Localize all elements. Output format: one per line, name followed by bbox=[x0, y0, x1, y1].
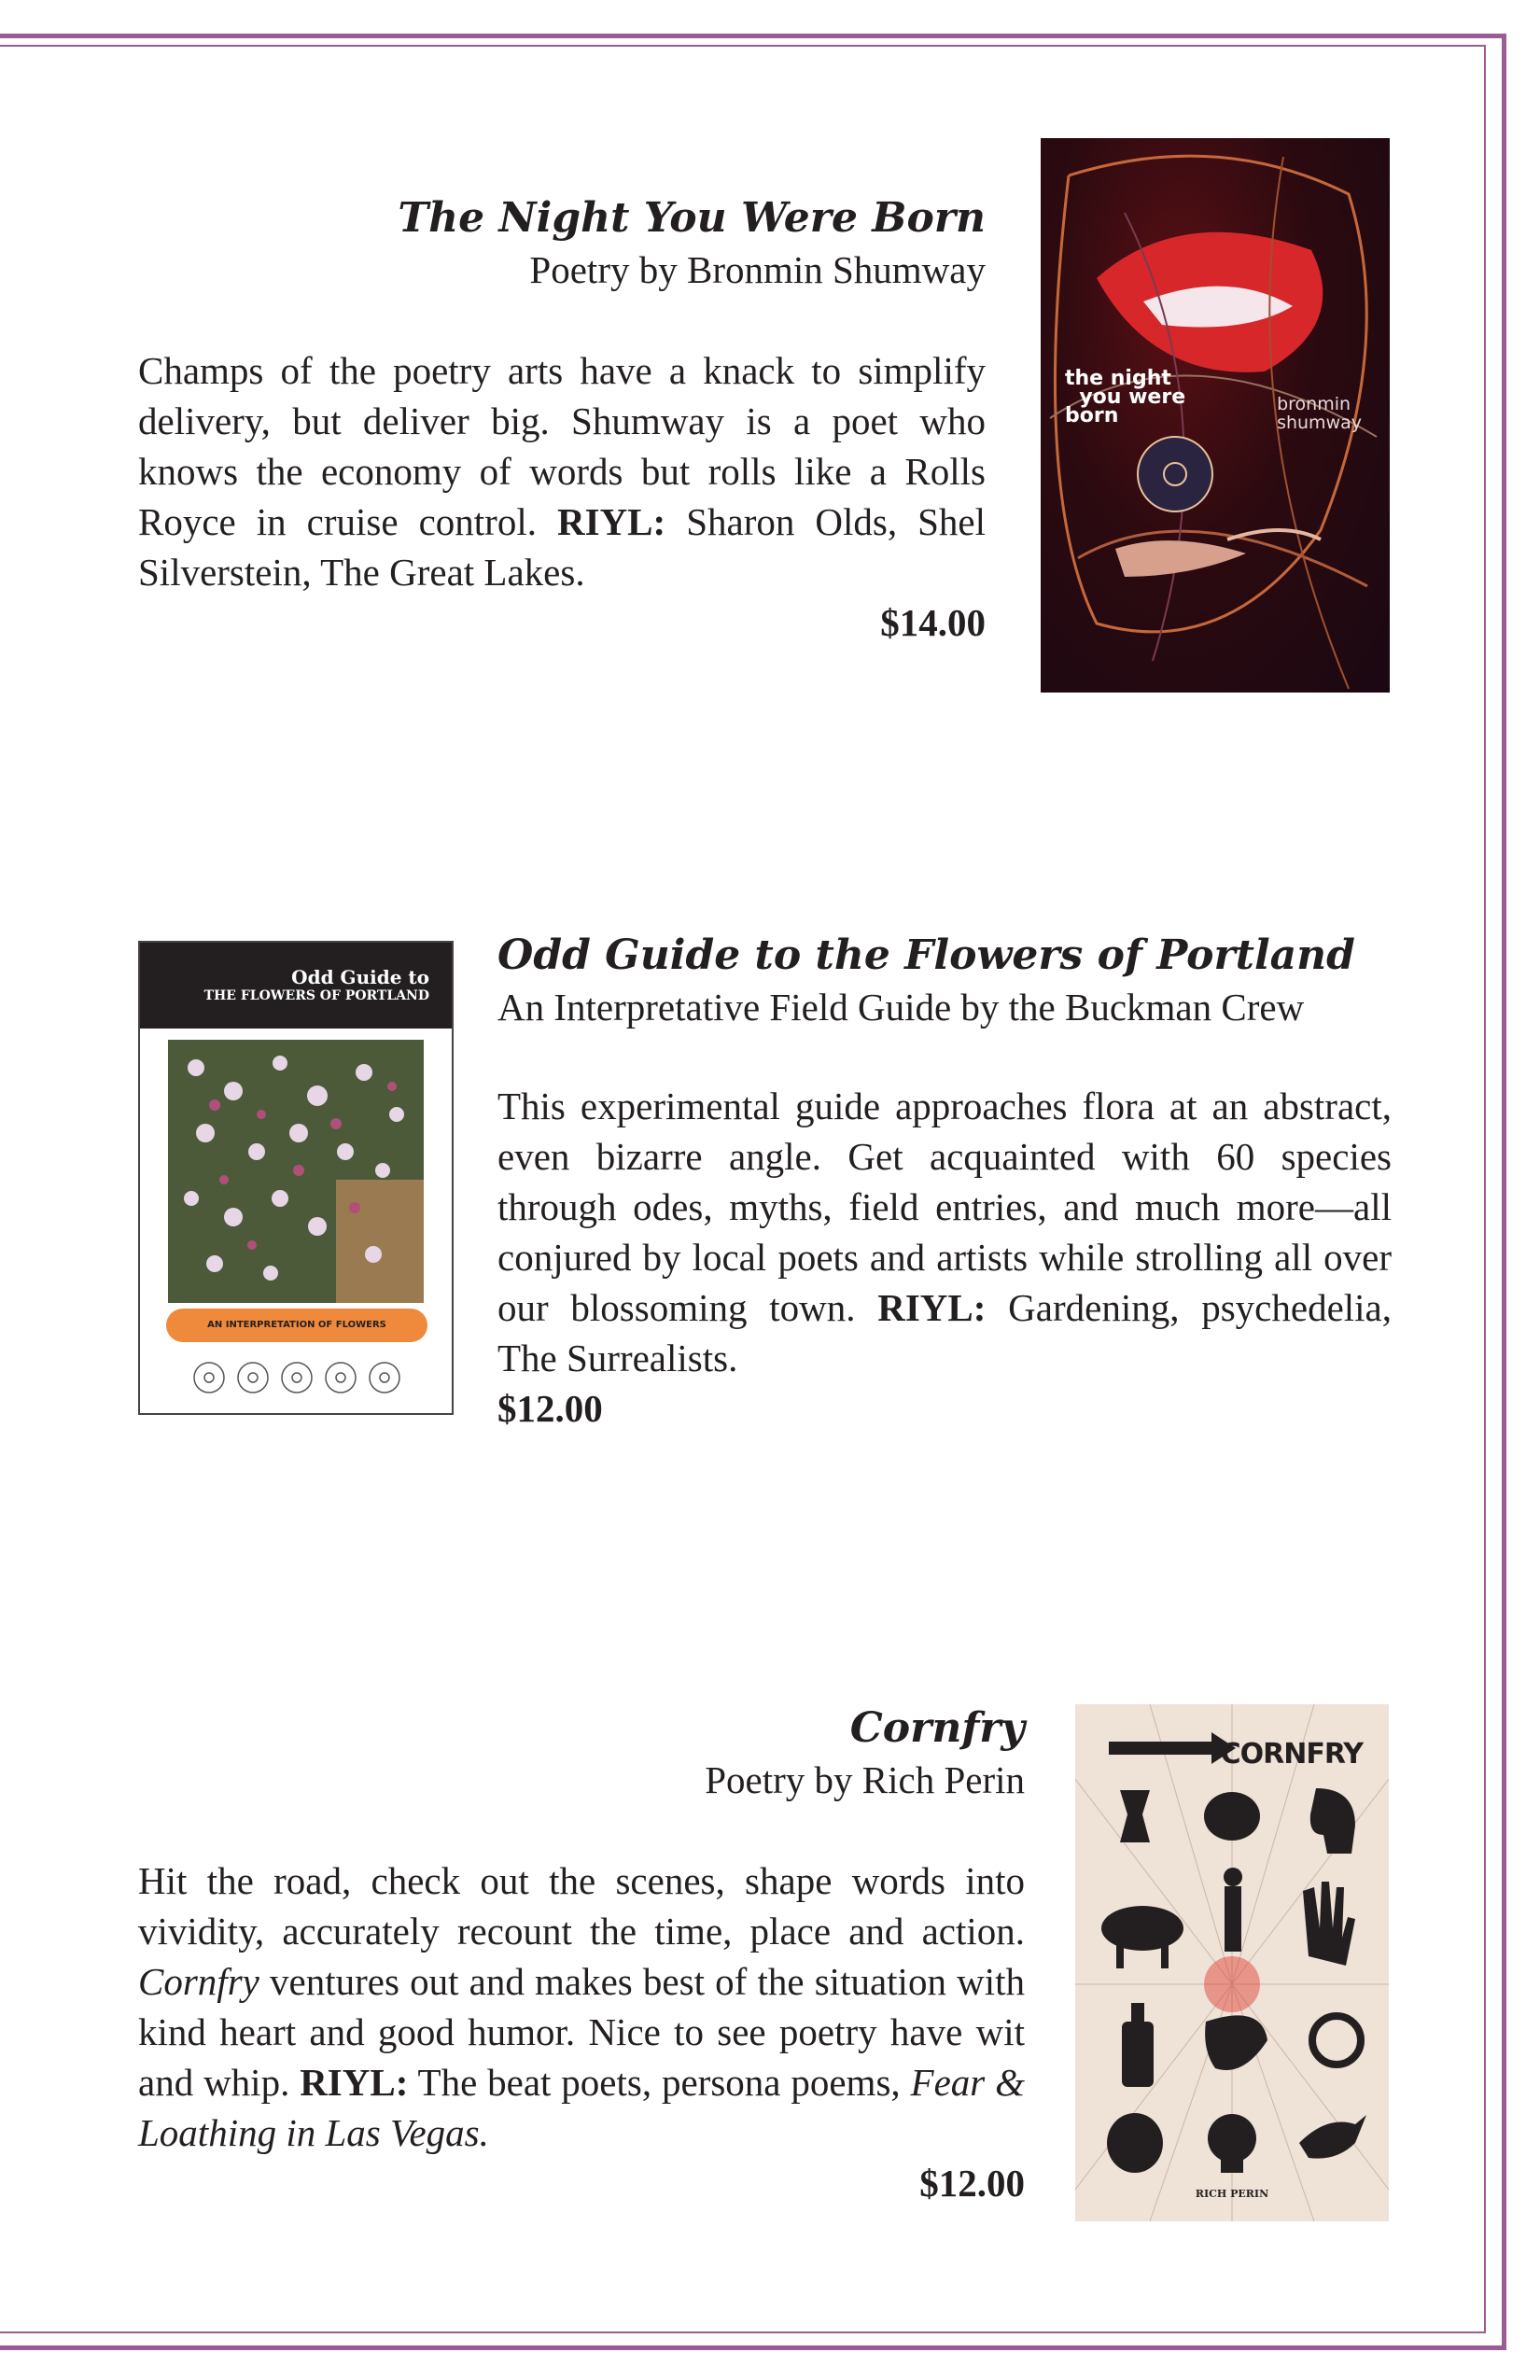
book-price: $12.00 bbox=[497, 1387, 603, 1430]
book-entry-odd-guide-flowers bbox=[497, 930, 1392, 1434]
book-title: Cornfry bbox=[849, 1704, 1025, 1752]
book-title: The Night You Were Born bbox=[398, 194, 986, 242]
book-price: $14.00 bbox=[880, 601, 986, 644]
cover-title-line1: Odd Guide to bbox=[291, 966, 429, 988]
book-description: Hit the road, check out the scenes, shape words into vividity, accurately recount the time, place and action. Cornfry ventures out and makes best of the situation with kind heart and good humor. Nice to see poetry have wit and whip. RIYL: The beat poets, persona poems, Fear & Loathing in Las Vegas. bbox=[138, 1859, 1025, 2154]
book-title: Odd Guide to the Flowers of Portland bbox=[497, 931, 1355, 979]
book-description-block bbox=[138, 1807, 1025, 2208]
cover-author-text: RICH PERIN bbox=[1195, 2188, 1269, 2200]
book-description: This experimental guide approaches flora at an abstract, even bizarre angle. Get acquainted with 60 species through odes, myths, field entries, and much more—all conjured by local poets and artists while strolling all over our blossoming town. RIYL: Gardening, psychedelia, The Surrealists. bbox=[497, 1085, 1392, 1379]
flower-photo-icon bbox=[168, 1040, 424, 1303]
cover-title-line2: THE FLOWERS OF PORTLAND bbox=[203, 988, 429, 1003]
book-description-block bbox=[138, 297, 986, 648]
book-subtitle: An Interpretative Field Guide by the Buckman Crew bbox=[497, 986, 1305, 1029]
book-entry-cornfry bbox=[138, 1702, 1025, 1805]
silhouettes-icon bbox=[1075, 1704, 1389, 2221]
book-subtitle: Poetry by Bronmin Shumway bbox=[529, 248, 986, 291]
daisy-row-icon bbox=[189, 1357, 405, 1398]
book-price: $12.00 bbox=[919, 2162, 1025, 2205]
book-cover-cornfry bbox=[1075, 1704, 1389, 2221]
cover-author-text: bronmin shumway bbox=[1277, 394, 1362, 433]
book-entry-night-you-were-born bbox=[138, 192, 986, 295]
book-cover-night-you-were-born bbox=[1041, 138, 1390, 693]
cover-header bbox=[140, 943, 452, 1029]
cover-title-text: CORNFRY bbox=[1220, 1738, 1363, 1771]
book-description: Champs of the poetry arts have a knack to simplify delivery, but deliver big. Shumway is a poet who knows the economy of words but rolls like a Rolls Royce in cruise control. RIYL: Sharon Olds, Shel Silverstein, The Great Lakes. bbox=[138, 349, 986, 594]
book-cover-odd-guide-flowers bbox=[138, 941, 454, 1415]
book-subtitle: Poetry by Rich Perin bbox=[705, 1758, 1025, 1801]
cover-band: AN INTERPRETATION OF FLOWERS bbox=[166, 1309, 427, 1342]
cover-title-text: the night you were born bbox=[1065, 367, 1186, 427]
